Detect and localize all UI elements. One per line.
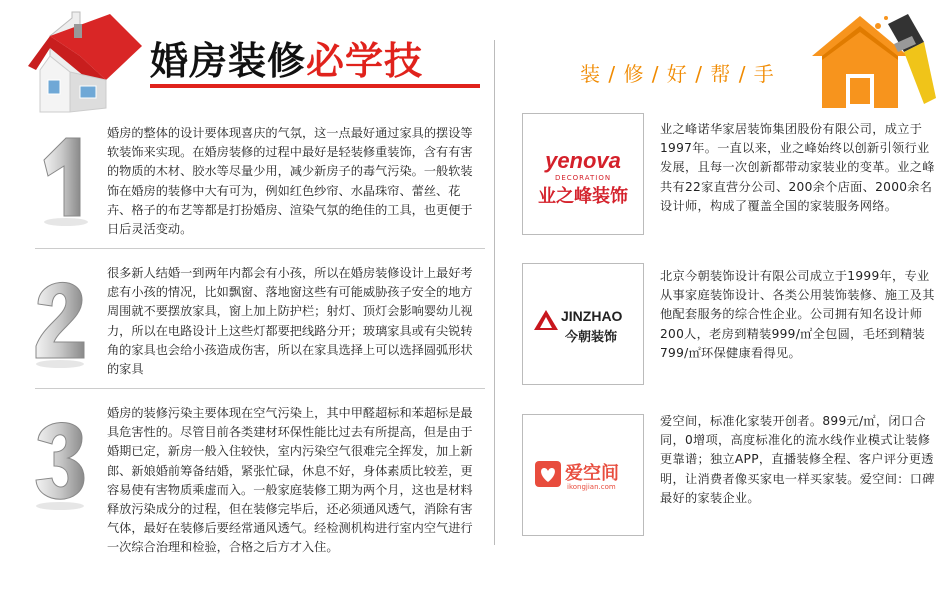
title-highlight: 必学技	[306, 39, 424, 83]
title-underline	[150, 84, 480, 88]
tip-divider	[35, 388, 485, 389]
logo-cn-text: 爱空间	[565, 463, 619, 484]
jinzhao-mark-icon	[533, 308, 559, 332]
logo-cn-text: 业之峰装饰	[538, 186, 628, 207]
number-3-icon	[30, 412, 90, 512]
ikongjian-logo[interactable]	[522, 414, 644, 536]
yenova-logo[interactable]	[522, 113, 644, 235]
house-icon	[10, 8, 145, 118]
page-title	[150, 30, 423, 85]
helper-title: 装 / 修 / 好 / 帮 / 手	[580, 62, 775, 86]
logo-en-text: yenova	[545, 148, 621, 173]
title-main: 婚房装修	[150, 39, 307, 83]
logo-sub-text: DECORATION	[554, 174, 612, 182]
column-divider	[494, 40, 495, 545]
house-brush-icon	[800, 8, 940, 118]
tip-1-text: 婚房的整体的设计要体现喜庆的气氛，这一点最好通过家具的摆设等软装饰来实现。在婚房装修的过程中最好是轻装修重装饰，含有有害的物质的木材、胶水等尽量少用，减少新房子的毒气污染。一般软装饰在婚房的装修中大有可为，例如红色纱帘、水晶珠帘、蕾丝、花卉、格子的布艺等都是打扮婚房、渲染气氛的绝佳的工具，也更便于日后灵活变动。	[107, 126, 473, 237]
heart-icon	[535, 461, 561, 487]
number-2-icon	[30, 270, 90, 370]
logo-en-text: JINZHAO	[561, 308, 623, 324]
company-1-text: 业之峰诺华家居装饰集团股份有限公司，成立于1997年。一直以来，业之峰始终以创新引领行业发展，且每一次创新都带动家装业的变革。业之峰共有22家直营分公司、200余个店面、2000余名设计师，构成了覆盖全国的家装服务网络。	[660, 122, 935, 213]
tip-2-text: 很多新人结婚一到两年内都会有小孩，所以在婚房装修设计上最好考虑有小孩的情况，比如飘窗、落地窗这些有可能威胁孩子安全的地方周围就不要摆放家具，窗上加上防护栏；射灯、顶灯会影响婴幼儿视力，所以在电路设计上这些灯都要把线路分开；玻璃家具或有尖锐转角的家具也会给小孩造成伤害，所以在家具选择上可以选择圆弧形状的家具	[107, 266, 473, 377]
tip-3-text: 婚房的装修污染主要体现在空气污染上，其中甲醛超标和苯超标是最具危害性的。尽管目前各类建材环保性能比过去有所提高，但是由于婚期已定，新房一般入住较快，室内污染空气很难完全挥发，加上新郎、新娘婚前筹备结婚，紧张忙碌，休息不好，身体素质比较差，更容易使有害物质乘虚而入。一般家庭装修工期为两个月，这也是材料释放污染成分的过程，但在装修完毕后，还必须通风透气，消除有害气体，最好在装修后要经常通风透气。经检测机构进行室内空气进行一次综合治理和检验，合格之后方才入住。	[107, 406, 473, 555]
company-3-text: 爱空间，标准化家装开创者。899元/㎡，闭口合同，0增项，高度标准化的流水线作业模式让装修更靠谱；独立APP，直播装修全程、客户评分更透明，让消费者像买家电一样买家装。爱空间：口碑最好的家装企业。	[660, 414, 935, 505]
logo-url-text: ikongjian.com	[567, 483, 616, 491]
company-2-text: 北京今朝装饰设计有限公司成立于1999年，专业从事家庭装饰设计、各类公用装饰装修、施工及其他配套服务的综合性企业。公司拥有知名设计师200人，老房到精装999/㎡全包圆，毛坯到精装799/㎡环保健康看得见。	[660, 269, 935, 360]
jinzhao-logo[interactable]	[522, 263, 644, 385]
logo-cn-text: 今朝装饰	[565, 330, 618, 345]
tip-divider	[35, 248, 485, 249]
number-1-icon	[30, 130, 90, 230]
